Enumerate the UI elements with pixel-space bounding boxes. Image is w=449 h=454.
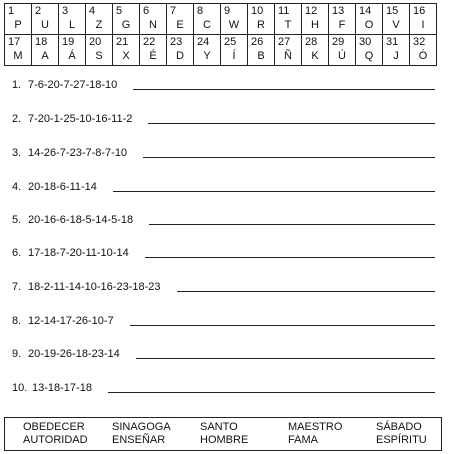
cipher-cell [86, 35, 113, 66]
cipher-letter: R [257, 19, 265, 31]
cipher-letter: V [392, 19, 400, 31]
cipher-cell [302, 4, 329, 35]
cipher-cell [167, 4, 194, 35]
cipher-cell [275, 4, 302, 35]
cipher-number: 12 [305, 5, 318, 17]
puzzle-number: 10. [12, 382, 28, 394]
cipher-letter: S [95, 50, 103, 62]
cipher-number: 15 [386, 5, 399, 17]
cipher-cell [383, 35, 410, 66]
cipher-letter: D [176, 50, 184, 62]
word-bank-column [182, 418, 270, 450]
cipher-letter: Á [68, 50, 76, 62]
cipher-cell [140, 35, 167, 66]
puzzle-number: 5. [12, 214, 22, 226]
answer-line[interactable] [108, 392, 435, 393]
word-bank-word: OBEDECER [23, 421, 85, 433]
cipher-cell [140, 4, 167, 35]
cipher-letter: Ñ [284, 50, 292, 62]
cipher-number: 24 [197, 36, 210, 48]
cipher-number: 11 [278, 5, 290, 17]
puzzle-row [12, 244, 435, 260]
puzzle-number: 4. [12, 181, 22, 193]
cipher-letter: O [364, 19, 374, 31]
word-bank-column [5, 418, 94, 450]
cipher-cell [329, 35, 356, 66]
cipher-cell [248, 35, 275, 66]
cipher-letter: I [421, 19, 425, 31]
word-bank-word: HOMBRE [200, 434, 249, 446]
cipher-number: 29 [332, 36, 345, 48]
puzzle-row [12, 110, 435, 126]
word-bank-word: SANTO [200, 421, 238, 433]
cipher-number: 17 [8, 36, 21, 48]
cipher-cell [167, 35, 194, 66]
cipher-number: 32 [413, 36, 426, 48]
puzzle-row [12, 345, 435, 361]
answer-line[interactable] [133, 89, 435, 90]
cipher-number: 26 [251, 36, 264, 48]
answer-line[interactable] [130, 325, 435, 326]
cipher-letter: A [41, 50, 49, 62]
cipher-cell [356, 4, 383, 35]
cipher-cell [356, 35, 383, 66]
cipher-key-table [4, 3, 437, 66]
cipher-cell [59, 4, 86, 35]
puzzle-row [12, 144, 435, 160]
cipher-cell [221, 4, 248, 35]
answer-line[interactable] [148, 123, 435, 124]
cipher-cell [5, 35, 32, 66]
cipher-row [5, 4, 437, 35]
puzzle-row [12, 178, 435, 194]
answer-line[interactable] [149, 224, 435, 225]
cipher-number: 2 [35, 5, 42, 17]
cipher-number: 5 [116, 5, 123, 17]
cipher-number: 31 [386, 36, 399, 48]
cipher-number: 27 [278, 36, 291, 48]
cipher-letter: Z [95, 19, 103, 31]
word-bank-word: FAMA [288, 434, 318, 446]
word-bank-word: SINAGOGA [112, 421, 171, 433]
puzzle-row [12, 211, 435, 227]
cipher-letter: É [149, 50, 157, 62]
cipher-letter: G [121, 19, 131, 31]
cipher-cell [410, 35, 437, 66]
puzzle-row [12, 312, 435, 328]
cipher-cell [113, 35, 140, 66]
cipher-number: 21 [116, 36, 129, 48]
puzzle-number: 3. [12, 147, 22, 159]
cipher-cell [86, 4, 113, 35]
puzzle-number: 7. [12, 281, 22, 293]
cipher-number: 18 [35, 36, 48, 48]
cipher-number: 25 [224, 36, 237, 48]
answer-line[interactable] [136, 358, 435, 359]
cipher-cell [194, 4, 221, 35]
cipher-cell [329, 4, 356, 35]
cipher-number: 1 [8, 5, 15, 17]
puzzle-number: 6. [12, 247, 22, 259]
word-bank-word: SÁBADO [376, 421, 422, 433]
cipher-letter: P [14, 19, 22, 31]
puzzle-code: 12-14-17-26-10-7 [28, 315, 114, 327]
answer-line[interactable] [143, 157, 435, 158]
word-bank-word: MAESTRO [288, 421, 343, 433]
cipher-number: 28 [305, 36, 318, 48]
cipher-cell [275, 35, 302, 66]
puzzle-row [12, 76, 435, 92]
cipher-row [5, 35, 437, 66]
cipher-letter: W [228, 19, 240, 31]
cipher-number: 8 [197, 5, 204, 17]
cipher-number: 13 [332, 5, 345, 17]
cipher-cell [383, 4, 410, 35]
answer-line[interactable] [113, 191, 435, 192]
cipher-cell [113, 4, 140, 35]
cipher-cell [248, 4, 275, 35]
cipher-number: 23 [170, 36, 183, 48]
cipher-letter: T [284, 19, 292, 31]
cipher-number: 16 [413, 5, 426, 17]
puzzle-code: 20-16-6-18-5-14-5-18 [28, 214, 134, 226]
cipher-letter: H [311, 19, 319, 31]
answer-line[interactable] [177, 291, 436, 292]
puzzle-code: 18-2-11-14-10-16-23-18-23 [28, 281, 161, 293]
puzzle-number: 2. [12, 113, 22, 125]
word-bank-word: ESPÍRITU [376, 434, 427, 446]
puzzle-code: 17-18-7-20-11-10-14 [28, 247, 129, 259]
cipher-letter: Y [203, 50, 211, 62]
puzzle-row [12, 379, 435, 395]
cipher-letter: N [149, 19, 157, 31]
cipher-letter: Ó [418, 50, 428, 62]
cipher-cell [221, 35, 248, 66]
word-bank-word: ENSEÑAR [112, 434, 166, 446]
cipher-cell [59, 35, 86, 66]
cipher-letter: U [41, 19, 49, 31]
cipher-letter: M [13, 50, 23, 62]
cipher-letter: B [257, 50, 265, 62]
cipher-number: 30 [359, 36, 372, 48]
cipher-number: 4 [89, 5, 96, 17]
cipher-number: 6 [143, 5, 150, 17]
puzzle-code: 7-6-20-7-27-18-10 [28, 79, 118, 91]
puzzle-code: 20-18-6-11-14 [28, 181, 97, 193]
cipher-letter: Q [364, 50, 374, 62]
puzzle-code: 13-18-17-18 [32, 382, 92, 394]
cipher-number: 19 [62, 36, 75, 48]
cipher-cell [410, 4, 437, 35]
word-bank-word: AUTORIDAD [23, 434, 88, 446]
word-bank [4, 417, 442, 451]
cipher-letter: E [176, 19, 184, 31]
puzzle-number: 1. [12, 79, 22, 91]
puzzle-code: 7-20-1-25-10-16-11-2 [28, 113, 133, 125]
cipher-letter: Í [232, 50, 236, 62]
cipher-cell [32, 35, 59, 66]
cipher-number: 10 [251, 5, 264, 17]
cipher-letter: F [338, 19, 346, 31]
cipher-number: 9 [224, 5, 231, 17]
cipher-letter: J [393, 50, 399, 62]
puzzle-code: 14-26-7-23-7-8-7-10 [28, 147, 128, 159]
puzzle-number: 9. [12, 348, 22, 360]
cipher-number: 3 [62, 5, 69, 17]
puzzle-code: 20-19-26-18-23-14 [28, 348, 120, 360]
cipher-letter: L [68, 19, 76, 31]
puzzle-number: 8. [12, 315, 22, 327]
answer-line[interactable] [145, 257, 435, 258]
cipher-cell [302, 35, 329, 66]
cipher-number: 22 [143, 36, 156, 48]
cipher-cell [5, 4, 32, 35]
cipher-number: 14 [359, 5, 372, 17]
word-bank-column [270, 418, 358, 450]
cipher-letter: X [122, 50, 130, 62]
cipher-cell [32, 4, 59, 35]
cipher-number: 7 [170, 5, 177, 17]
cipher-number: 20 [89, 36, 102, 48]
cipher-cell [194, 35, 221, 66]
word-bank-column [94, 418, 182, 450]
puzzle-row [12, 278, 435, 294]
word-bank-column [358, 418, 442, 450]
cipher-letter: C [203, 19, 211, 31]
cipher-letter: Ú [338, 50, 346, 62]
cipher-letter: K [311, 50, 319, 62]
